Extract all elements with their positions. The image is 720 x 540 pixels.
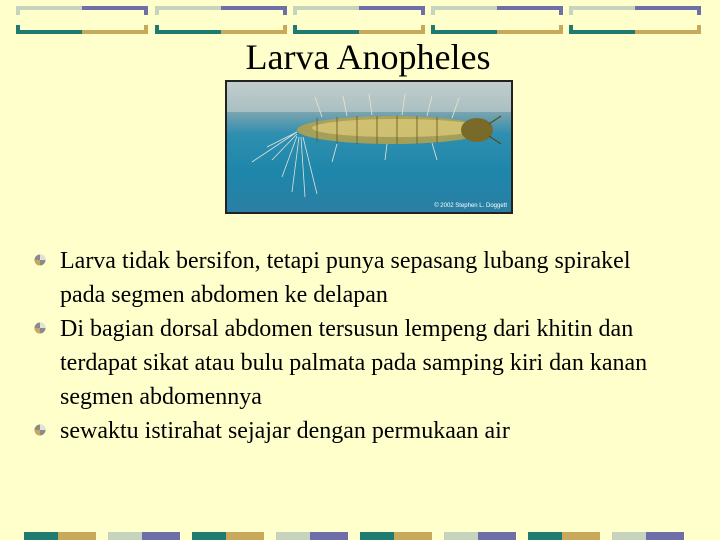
- decorative-block: [16, 6, 148, 34]
- bullet-item: [34, 244, 674, 312]
- bullet-item: [34, 312, 674, 414]
- bullet-item: [34, 414, 674, 448]
- decorative-block: [293, 6, 425, 34]
- bullet-text: sewaktu istirahat sejajar dengan permukaan air: [60, 418, 510, 444]
- bottom-decorative-band: [24, 532, 694, 540]
- larva-photo: [225, 80, 513, 214]
- decorative-block: [431, 6, 563, 34]
- bullet-icon: [34, 254, 46, 266]
- bullet-list: [34, 244, 674, 448]
- top-decorative-band: [16, 6, 702, 34]
- photo-credit: © 2002 Stephen L. Doggett: [434, 203, 507, 209]
- larva-illustration: [227, 82, 511, 212]
- decorative-block: [569, 6, 701, 34]
- bullet-text: Di bagian dorsal abdomen tersusun lempeng dari khitin dan terdapat sikat atau bulu palmata pada samping kiri dan kanan segmen abdomennya: [60, 316, 648, 410]
- slide-title: Larva Anopheles: [245, 37, 491, 77]
- decorative-block: [155, 6, 287, 34]
- bullet-text: Larva tidak bersifon, tetapi punya sepasang lubang spirakel pada segmen abdomen ke delapan: [60, 248, 631, 308]
- bullet-icon: [34, 322, 46, 334]
- bullet-icon: [34, 424, 46, 436]
